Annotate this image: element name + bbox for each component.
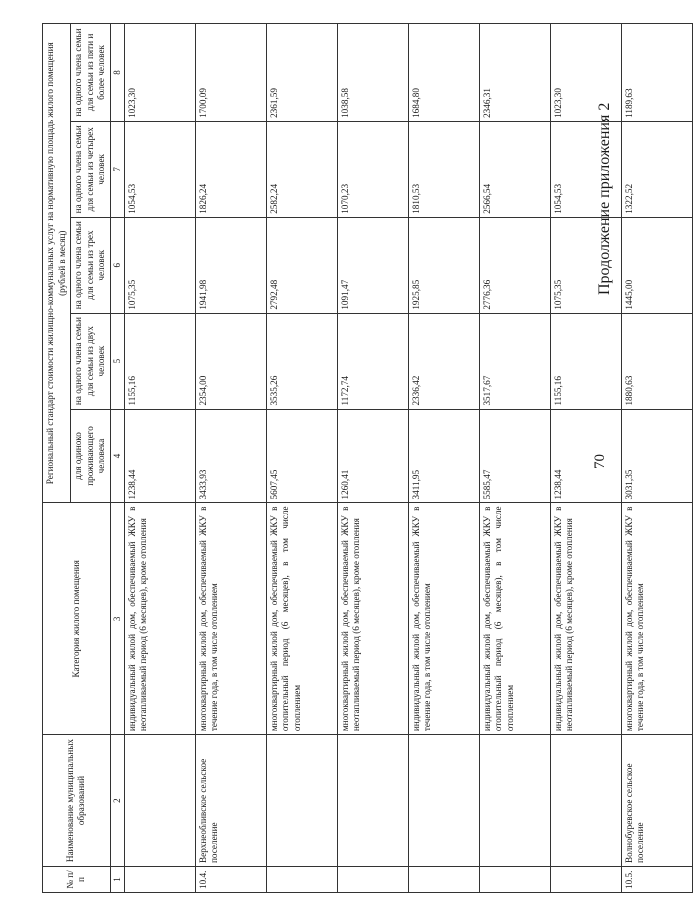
- value-five: 1038,58: [337, 24, 408, 122]
- row-number: [124, 867, 195, 893]
- value-five: 1700,09: [195, 24, 266, 122]
- value-single: 3433,93: [195, 409, 266, 503]
- value-five: 1684,80: [408, 24, 479, 122]
- column-number: 8: [110, 24, 124, 122]
- value-single: 3411,95: [408, 409, 479, 503]
- value-five: 1023,30: [550, 24, 621, 122]
- column-number: 5: [110, 313, 124, 409]
- row-category: индивидуальный жилой дом, обеспечиваемый ЖКУ в неотапливаемый период (6 месяцев), кроме отопления: [124, 503, 195, 735]
- row-municipality: [337, 735, 408, 867]
- value-four: 2582,24: [266, 121, 337, 217]
- table-body: [124, 24, 692, 893]
- value-two: 2354,00: [195, 313, 266, 409]
- value-four: 2566,54: [479, 121, 550, 217]
- value-four: 1810,53: [408, 121, 479, 217]
- row-number: [550, 867, 621, 893]
- value-four: 1054,53: [124, 121, 195, 217]
- header-num: № п/п: [43, 867, 111, 893]
- row-category: многоквартирный жилой дом, обеспечиваемый ЖКУ в течение года, в том числе отоплением: [195, 503, 266, 735]
- value-five: 2346,31: [479, 24, 550, 122]
- value-three: 1075,35: [550, 217, 621, 313]
- table-row: [337, 24, 408, 893]
- page-number: 70: [592, 454, 608, 469]
- row-municipality: [124, 735, 195, 867]
- column-number: 7: [110, 121, 124, 217]
- value-single: 1260,41: [337, 409, 408, 503]
- value-four: 1070,23: [337, 121, 408, 217]
- value-two: 1172,74: [337, 313, 408, 409]
- value-two: 3535,26: [266, 313, 337, 409]
- value-three: 2792,48: [266, 217, 337, 313]
- value-two: 1155,16: [124, 313, 195, 409]
- row-number: 10.5.: [621, 867, 692, 893]
- row-number: [408, 867, 479, 893]
- table-row: [408, 24, 479, 893]
- table-row: [621, 24, 692, 893]
- header-sub-four: на одного члена семьи для семьи из четырех человек: [71, 121, 111, 217]
- table-row: [479, 24, 550, 893]
- table-row: [266, 24, 337, 893]
- continuation-label: Продолжение приложения 2: [596, 102, 613, 295]
- value-four: 1322,52: [621, 121, 692, 217]
- value-two: 2336,42: [408, 313, 479, 409]
- row-municipality: Волнобуревское сельское поселение: [621, 735, 692, 867]
- value-single: 3031,35: [621, 409, 692, 503]
- value-single: 1238,44: [550, 409, 621, 503]
- header-standard-group: Региональный стандарт стоимости жилищно-коммунальных услуг на нормативную площадь жилого помещения (рублей в месяц): [43, 24, 71, 503]
- column-numbers-row: [110, 24, 124, 893]
- value-five: 2361,59: [266, 24, 337, 122]
- row-number: [479, 867, 550, 893]
- value-three: 1445,00: [621, 217, 692, 313]
- column-number: 6: [110, 217, 124, 313]
- row-category: многоквартирный жилой дом, обеспечиваемый ЖКУ в течение года, в том числе отоплением: [621, 503, 692, 735]
- row-category: многоквартирный жилой дом, обеспечиваемый ЖКУ в неотапливаемый период (6 месяцев), кроме отопления: [337, 503, 408, 735]
- value-five: 1189,63: [621, 24, 692, 122]
- value-single: 1238,44: [124, 409, 195, 503]
- table-row: [195, 24, 266, 893]
- row-category: индивидуальный жилой дом, обеспечиваемый ЖКУ в течение года, в том числе отоплением: [408, 503, 479, 735]
- row-number: [266, 867, 337, 893]
- table-row: [124, 24, 195, 893]
- value-three: 1925,85: [408, 217, 479, 313]
- header-sub-single: для одиноко проживающего человека: [71, 409, 111, 503]
- row-number: 10.4.: [195, 867, 266, 893]
- column-number: 2: [110, 735, 124, 867]
- row-category: индивидуальный жилой дом, обеспечиваемый ЖКУ в неотапливаемый период (6 месяцев), кроме отопления: [550, 503, 621, 735]
- table-header: [43, 24, 125, 893]
- row-municipality: Верхнеобливское сельское поселение: [195, 735, 266, 867]
- header-sub-two: на одного члена семьи для семьи из двух человек: [71, 313, 111, 409]
- row-category: многоквартирный жилой дом, обеспечиваемый ЖКУ в отопительный период (6 месяцев), в том числе отоплением: [266, 503, 337, 735]
- value-five: 1023,30: [124, 24, 195, 122]
- row-municipality: [408, 735, 479, 867]
- value-three: 1075,35: [124, 217, 195, 313]
- header-sub-three: на одного члена семьи для семьи из трех человек: [71, 217, 111, 313]
- value-three: 1091,47: [337, 217, 408, 313]
- header-category: Категория жилого помещения: [43, 503, 111, 735]
- column-number: 3: [110, 503, 124, 735]
- value-two: 3517,67: [479, 313, 550, 409]
- row-number: [337, 867, 408, 893]
- header-name: Наименование муниципальных образований: [43, 735, 111, 867]
- tariff-table: [42, 23, 693, 893]
- column-number: 4: [110, 409, 124, 503]
- table-row: [550, 24, 621, 893]
- value-single: 5585,47: [479, 409, 550, 503]
- header-sub-five: на одного члена семьи для семьи из пяти и более человек: [71, 24, 111, 122]
- row-municipality: [479, 735, 550, 867]
- value-two: 1880,63: [621, 313, 692, 409]
- value-four: 1826,24: [195, 121, 266, 217]
- column-number: 1: [110, 867, 124, 893]
- value-three: 2776,36: [479, 217, 550, 313]
- value-four: 1054,53: [550, 121, 621, 217]
- value-single: 5607,45: [266, 409, 337, 503]
- value-two: 1155,16: [550, 313, 621, 409]
- row-category: индивидуальный жилой дом, обеспечиваемый ЖКУ в отопительный период (6 месяцев), в том числе отоплением: [479, 503, 550, 735]
- row-municipality: [550, 735, 621, 867]
- value-three: 1941,98: [195, 217, 266, 313]
- row-municipality: [266, 735, 337, 867]
